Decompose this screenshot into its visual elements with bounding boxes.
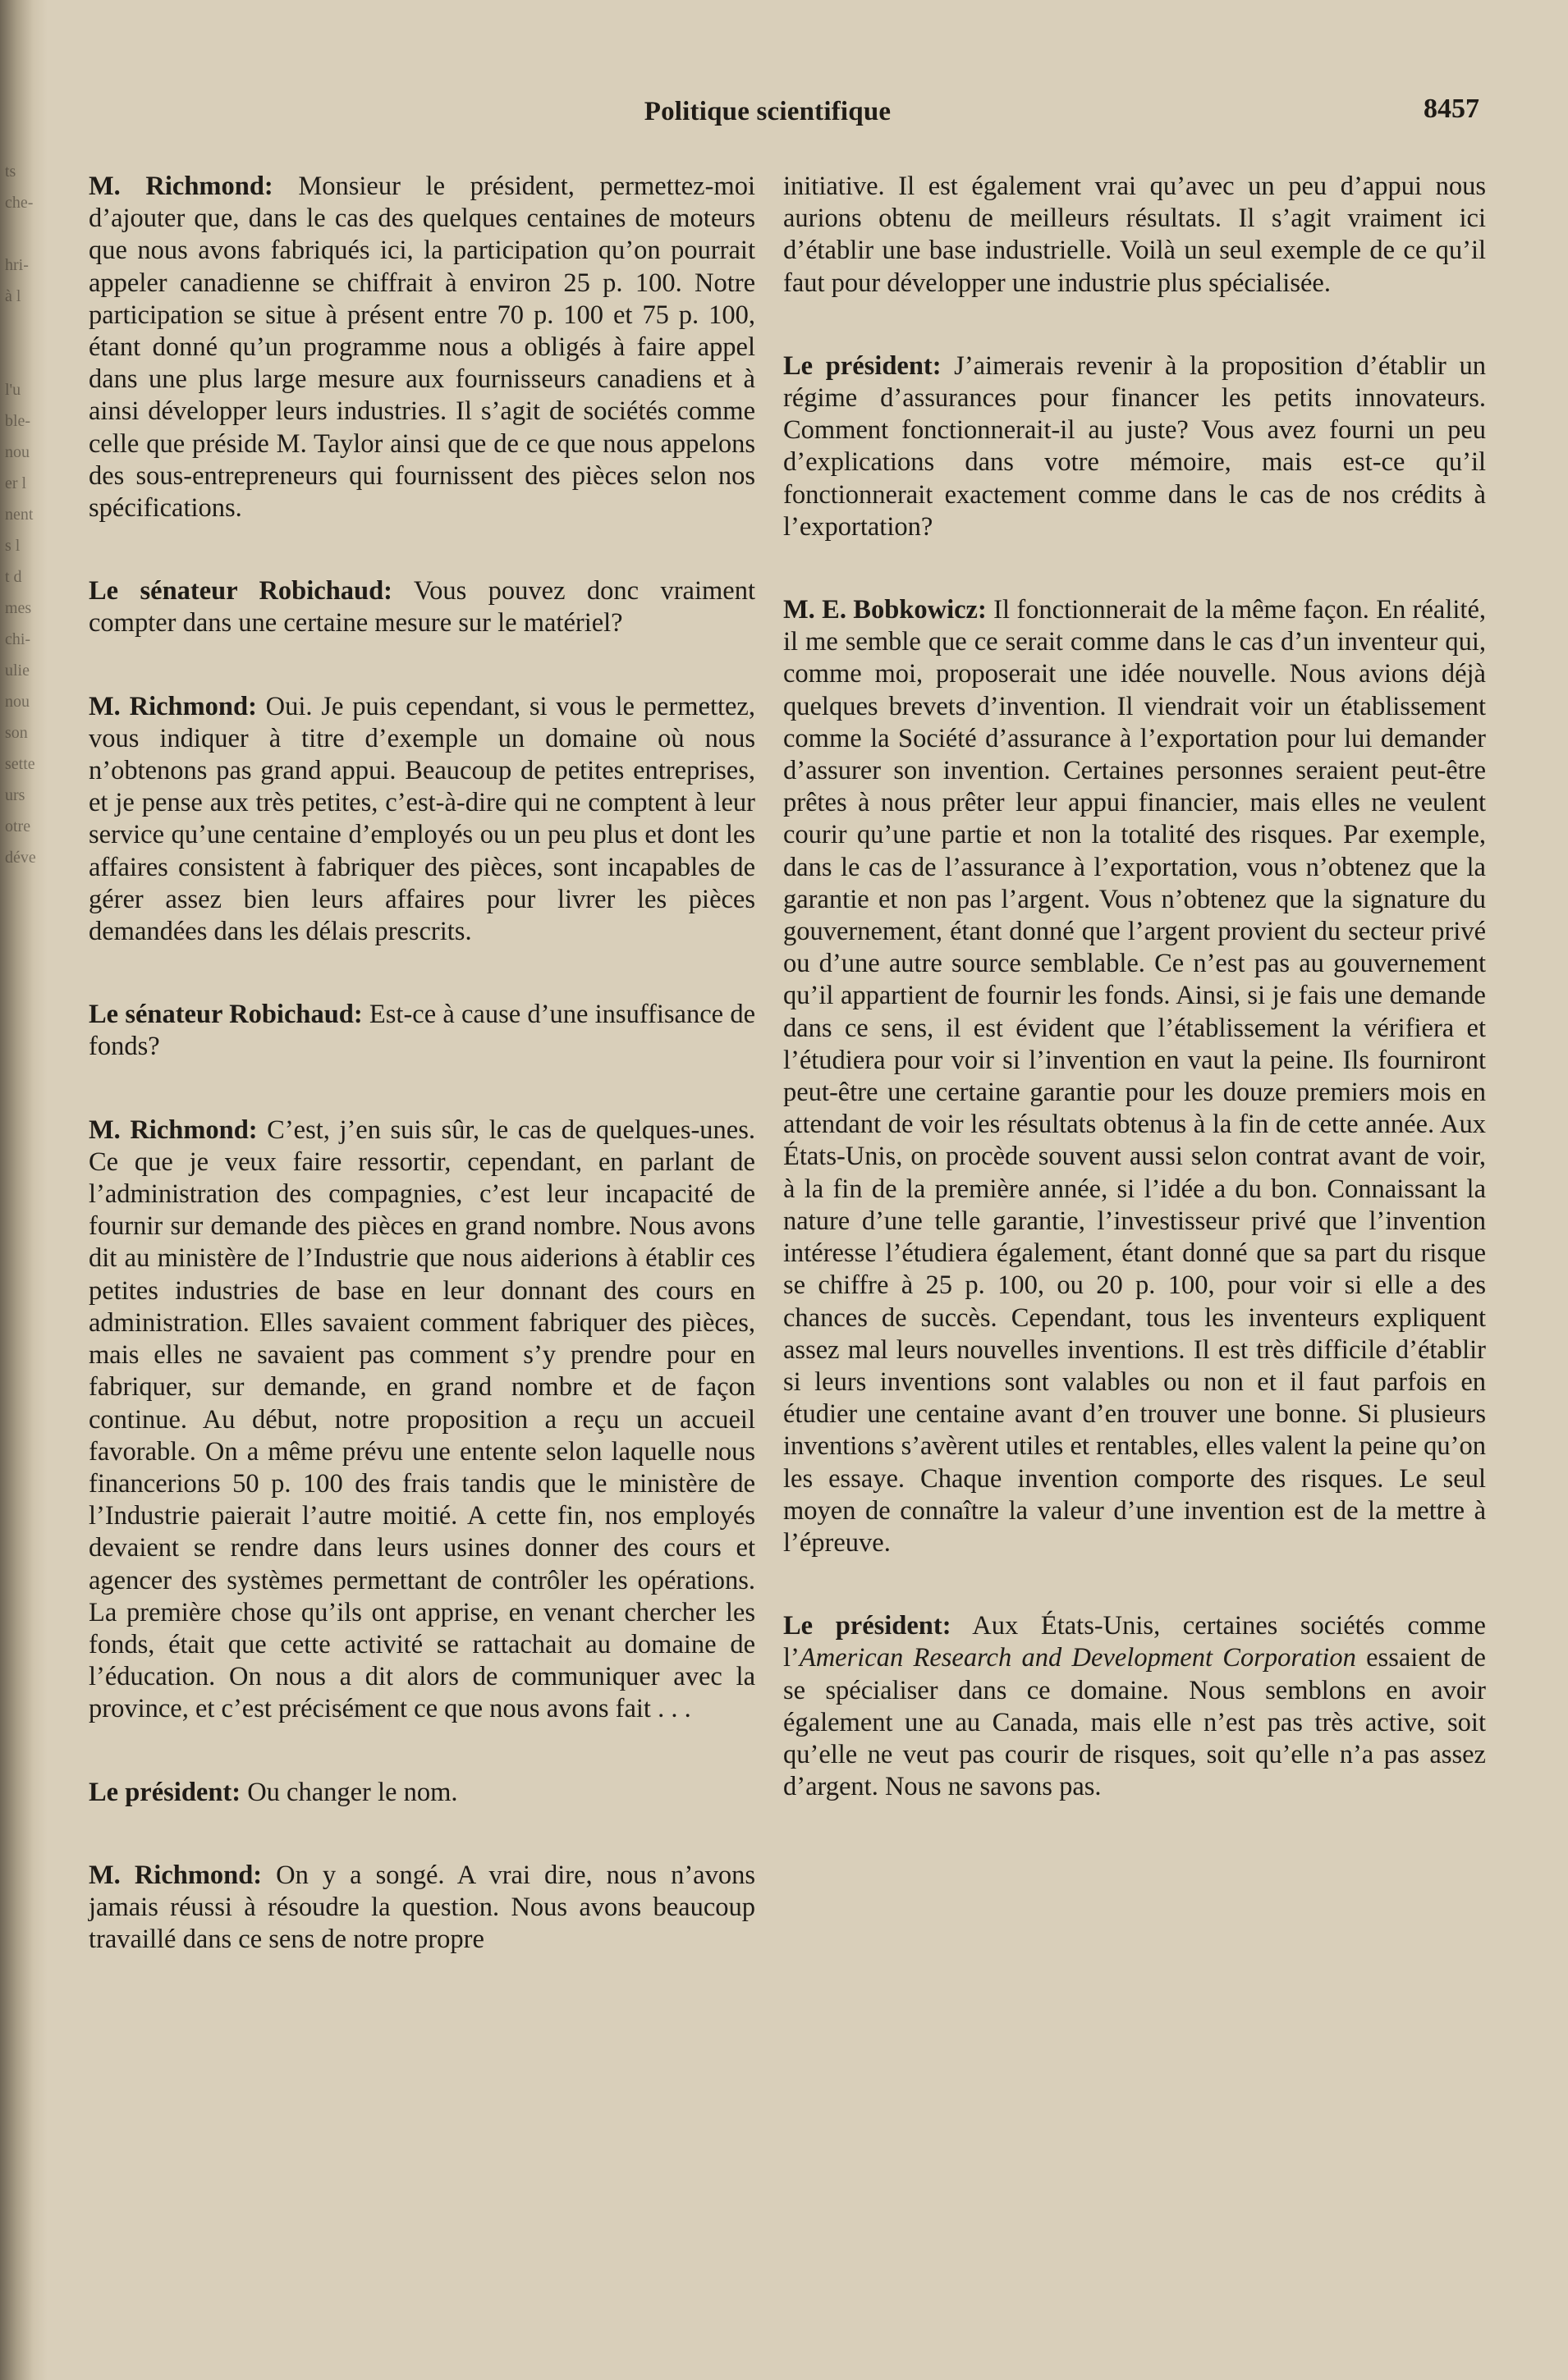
paragraph-text: Il fonctionnerait de la même façon. En réalité, il me semble que ce serait comme dans le cas d’un inventeur qui, comme moi, proposerait une idée nouvelle. Nous avions déjà quelques brevets d’invention. Il viendrait voir un établissement comme la Société d’assurance à l’exportation pour lui demander d’assurer son invention. Certaines personnes seraient peut-être prêtes à nous prêter leur appui financier, mais elles ne veulent courir qu’une partie et non la totalité des risques. Par exemple, dans le cas de l’assurance à l’exportation, vous n’obtenez que la garantie et non pas l’argent. Vous n’obtenez que la signature du gouvernement, étant donné que l’argent provient du secteur privé ou d’une autre source semblable. Ce n’est pas au gouvernement qu’il appartient de fournir les fonds. Ainsi, si je fais une demande dans ce sens, il est évident que l’établissement la vérifiera et l’étudiera pour voir si l’invention en vaut la peine. Ils fourniront peut-être une certaine garantie pour les douze premiers mois en attendant de voir les résultats obtenus à la fin de cette année. Aux États-Unis, on procède souvent aussi selon contrat avant de voir, à la fin de la première année, si l’idée a du bon. Connaissant la nature d’une telle garantie, l’investisseur privé que l’invention intéresse l’étudiera également, étant donné que sa part du risque se chiffre à 25 p. 100, ou 20 p. 100, pour voir si elle a des chances de succès. Cependant, tous les inventeurs expliquent assez mal leurs nouvelles inventions. Il est très difficile d’établir si leurs inventions sont valables ou non et il faut parfois en étudier une centaine avant d’en trouver une bonne. Si plusieurs inventions s’avèrent utiles et rentables, elles valent la peine qu’on les essaye. Chaque invention comporte des risques. Le seul moyen de connaître la valeur d’une invention est de la mettre à l’épreuve.: [783, 595, 1486, 1558]
paragraph: [89, 1114, 755, 1726]
paragraph: [89, 999, 755, 1063]
left-column: [89, 171, 755, 2007]
paragraph: [783, 171, 1486, 300]
speaker-label: Le président:: [783, 350, 942, 381]
paragraph-text: Aux États-Unis, certaines sociétés comme l’: [783, 1611, 1486, 1673]
paragraph: [89, 691, 755, 949]
paragraph: [89, 171, 755, 524]
paragraph-text: initiative. Il est également vrai qu’avec un peu d’appui nous aurions obtenu de meilleurs résultats. Il s’agit vraiment ici d’établir une base industrielle. Voilà un seul exemple de ce qu’il faut pour développer une industrie plus spécialisée.: [783, 172, 1486, 298]
speaker-label: Le président:: [89, 1777, 241, 1807]
speaker-label: M. E. Bobkowicz:: [783, 595, 987, 625]
speaker-label: M. Richmond:: [89, 691, 257, 721]
running-header: [0, 94, 1568, 138]
paragraph: [89, 1860, 755, 1957]
speaker-label: M. Richmond:: [89, 1860, 263, 1890]
speaker-label: Le sénateur Robichaud:: [89, 1000, 363, 1030]
organization-name-italic: American Research and Development Corporation: [799, 1643, 1356, 1673]
paragraph-text: Est-ce à cause d’une insuffisance de fonds?: [89, 1000, 755, 1062]
speaker-label: M. Richmond:: [89, 172, 273, 201]
paragraph: [89, 575, 755, 639]
paragraph-text: Oui. Je puis cependant, si vous le permettez, vous indiquer à titre d’exemple un domaine où nous n’obtenons pas grand appui. Beaucoup de petites entreprises, et je pense aux très petites, c’est-à-dire qui ne comptent à leur service qu’une centaine d’employés ou un peu plus et dont les affaires consistent à fabriquer des pièces, sont incapables de gérer assez bien leurs affaires pour livrer les pièces demandées dans les délais prescrits.: [89, 691, 755, 947]
paragraph-text: J’aimerais revenir à la proposition d’établir un régime d’assurances pour financer les petits innovateurs. Comment fonctionnerait-il au juste? Vous avez fourni un peu d’explications dans votre mémoire, mais est-ce qu’il fonctionnerait exactement comme dans le cas de nos crédits à l’exportation?: [783, 350, 1486, 542]
paragraph-text: C’est, j’en suis sûr, le cas de quelques-unes. Ce que je veux faire ressortir, cependant, en parlant de l’administration des compagnies, c’est leur incapacité de fournir sur demande des pièces en grand nombre. Nous avons dit au ministère de l’Industrie que nous aiderions à établir ces petites industries de base en leur donnant des cours en administration. Elles savaient comment fabriquer des pièces, mais elles ne savaient pas comment s’y prendre pour en fabriquer, sur demande, en grand nombre et de façon continue. Au début, notre proposition a reçu un accueil favorable. On a même prévu une entente selon laquelle nous financerions 50 p. 100 des frais tandis que le ministère de l’Industrie paierait l’autre moitié. A cette fin, nos employés devaient se rendre dans leurs usines donner des cours et agencer des systèmes permettant de contrôler les opérations. La première chose qu’ils ont apprise, en venant chercher les fonds, était que cette activité se rattachait au domaine de l’éducation. On nous a dit alors de communiquer avec la province, et c’est précisément ce que nous avons fait . . .: [89, 1114, 755, 1724]
facing-page-text-fragments: ts che- hri- à l l'u ble- nou er l nent s l t d mes chi- ulie nou son sette urs otre déve: [5, 162, 36, 867]
section-title: Politique scientifique: [644, 97, 892, 126]
paragraph-text: Ou changer le nom.: [241, 1777, 458, 1807]
paragraph-text: Vous pouvez donc vraiment compter dans une certaine mesure sur le matériel?: [89, 576, 755, 638]
paragraph-text: On y a songé. A vrai dire, nous n’avons jamais réussi à résoudre la question. Nous avons beaucoup travaillé dans ce sens de notre propre: [89, 1860, 755, 1955]
speaker-label: M. Richmond:: [89, 1114, 258, 1145]
paragraph-text: essaient de se spécialiser dans ce domaine. Nous semblons en avoir également une au Canada, mais elle n’est pas très active, soit qu’elle ne veut pas courir de risques, soit qu’elle n’a pas assez d’argent. Nous ne savons pas.: [783, 1643, 1486, 1802]
paragraph: [89, 1777, 755, 1809]
paragraph-text: Monsieur le président, permettez-moi d’ajouter que, dans le cas des quelques centaines de moteurs que nous avons fabriqués ici, la participation qu’on pourrait appeler canadienne se chiffrait à environ 25 p. 100. Notre participation se situe à présent entre 70 p. 100 et 75 p. 100, étant donné qu’un programme nous a obligés à faire appel dans une plus large mesure aux fournisseurs canadiens et à ainsi développer leurs industries. Il s’agit de sociétés comme celle que préside M. Taylor ainsi que de ce que nous appelons des sous-entrepreneurs qui fournissent des pièces selon nos spécifications.: [89, 172, 755, 524]
paragraph: [783, 594, 1486, 1559]
speaker-label: Le sénateur Robichaud:: [89, 576, 393, 606]
facing-page-bleed: [0, 0, 48, 2380]
page-number: 8457: [1424, 94, 1479, 124]
paragraph: [783, 350, 1486, 543]
paragraph: [783, 1610, 1486, 1803]
right-column: [783, 171, 1486, 1854]
speaker-label: Le président:: [783, 1611, 951, 1641]
